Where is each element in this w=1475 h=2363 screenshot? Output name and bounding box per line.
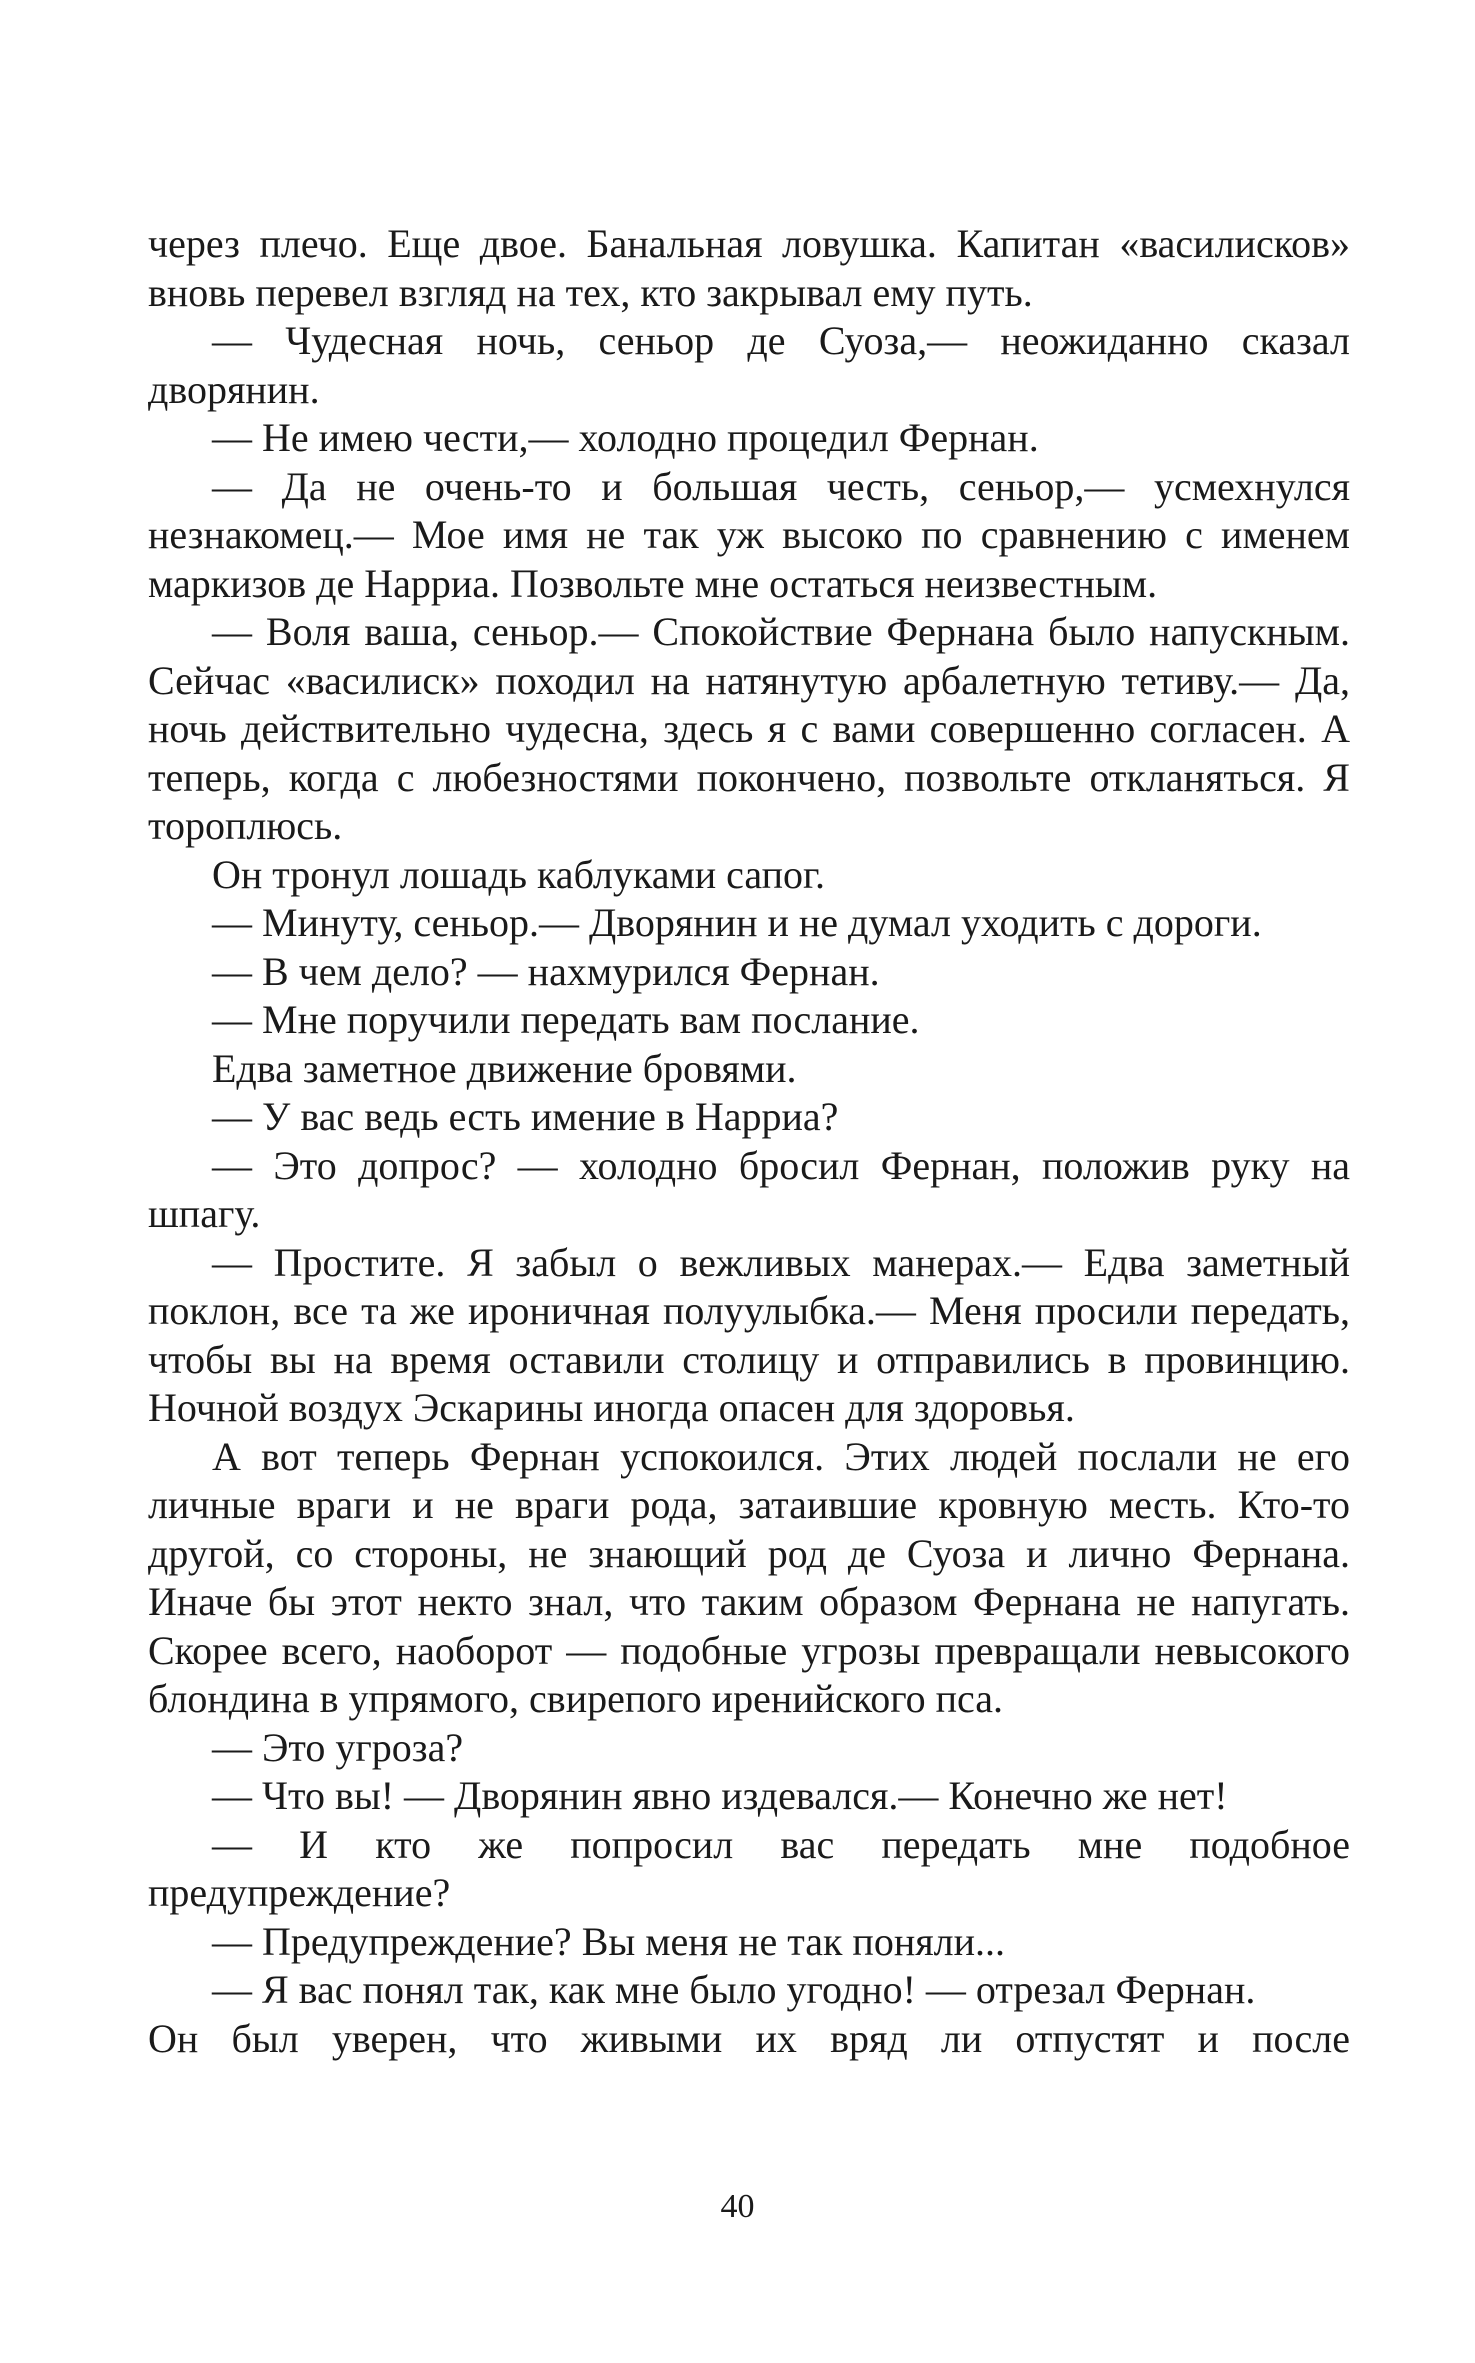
paragraph: — Это угроза? [212,1724,464,1770]
paragraph: — У вас ведь есть имение в Нарриа? [212,1094,839,1139]
paragraph: — Чудесная ночь, сеньор де Суоза,— неожиданно сказал дворянин. [148,318,1350,412]
paragraph: — Мне поручили передать вам послание. [212,997,920,1042]
paragraph: — Предупреждение? Вы меня не так поняли... [212,1918,1006,1964]
paragraph: — В чем дело? — нахмурился Фернан. [212,948,880,994]
page-body [148,220,1350,2063]
paragraph: — И кто же попросил вас передать мне подобное предупреждение? [148,1821,1350,1915]
paragraph: — Это допрос? — холодно бросил Фернан, положив руку на шпагу. [148,1142,1350,1236]
paragraph: через плечо. Еще двое. Банальная ловушка. Капитан «василисков» вновь перевел взгляд на тех, кто закрывал ему путь. [148,221,1350,315]
paragraph: — Простите. Я забыл о вежливых манерах.— Едва заметный поклон, все та же ироничная полуулыбка.— Меня просили передать, чтобы вы на время оставили столицу и отправились в провинцию. Ночной воздух Эскарины иногда опасен для здоровья. [148,1239,1350,1430]
paragraph: — Я вас понял так, как мне было угодно! — отрезал Фернан. [212,1967,1256,2012]
paragraph: — Не имею чести,— холодно процедил Фернан. [212,415,1039,460]
paragraph: А вот теперь Фернан успокоился. Этих людей послали не его личные враги и не враги рода, затаившие кровную месть. Кто-то другой, со стороны, не знающий род де Суоза и лично Фернана. Иначе бы этот некто знал, что таким образом Фернана не напугать. Скорее всего, наоборот — подобные угрозы превращали невысокого блондина в упрямого, свирепого иренийского пса. [148,1433,1350,1721]
paragraph: — Воля ваша, сеньор.— Спокойствие Фернана было напускным. Сейчас «василиск» походил на натянутую арбалетную тетиву.— Да, ночь действительно чудесна, здесь я с вами совершенно согласен. А теперь, когда с любезностями покончено, позвольте откланяться. Я тороплюсь. [148,609,1350,848]
page-number: 40 [720,2188,755,2225]
paragraph: — Да не очень-то и большая честь, сеньор,— усмехнулся незнакомец.— Мое имя не так уж высоко по сравнению с именем маркизов де Нарриа. Позвольте мне остаться неизвестным. [148,463,1350,606]
paragraph: — Минуту, сеньор.— Дворянин и не думал уходить с дороги. [212,900,1262,945]
paragraph: Едва заметное движение бровями. [212,1045,797,1091]
paragraph: Он тронул лошадь каблуками сапог. [212,851,825,897]
paragraph: Он был уверен, что живыми их вряд ли отпустят и после [148,2015,1350,2061]
paragraph: — Что вы! — Дворянин явно издевался.— Конечно же нет! [212,1773,1228,1818]
